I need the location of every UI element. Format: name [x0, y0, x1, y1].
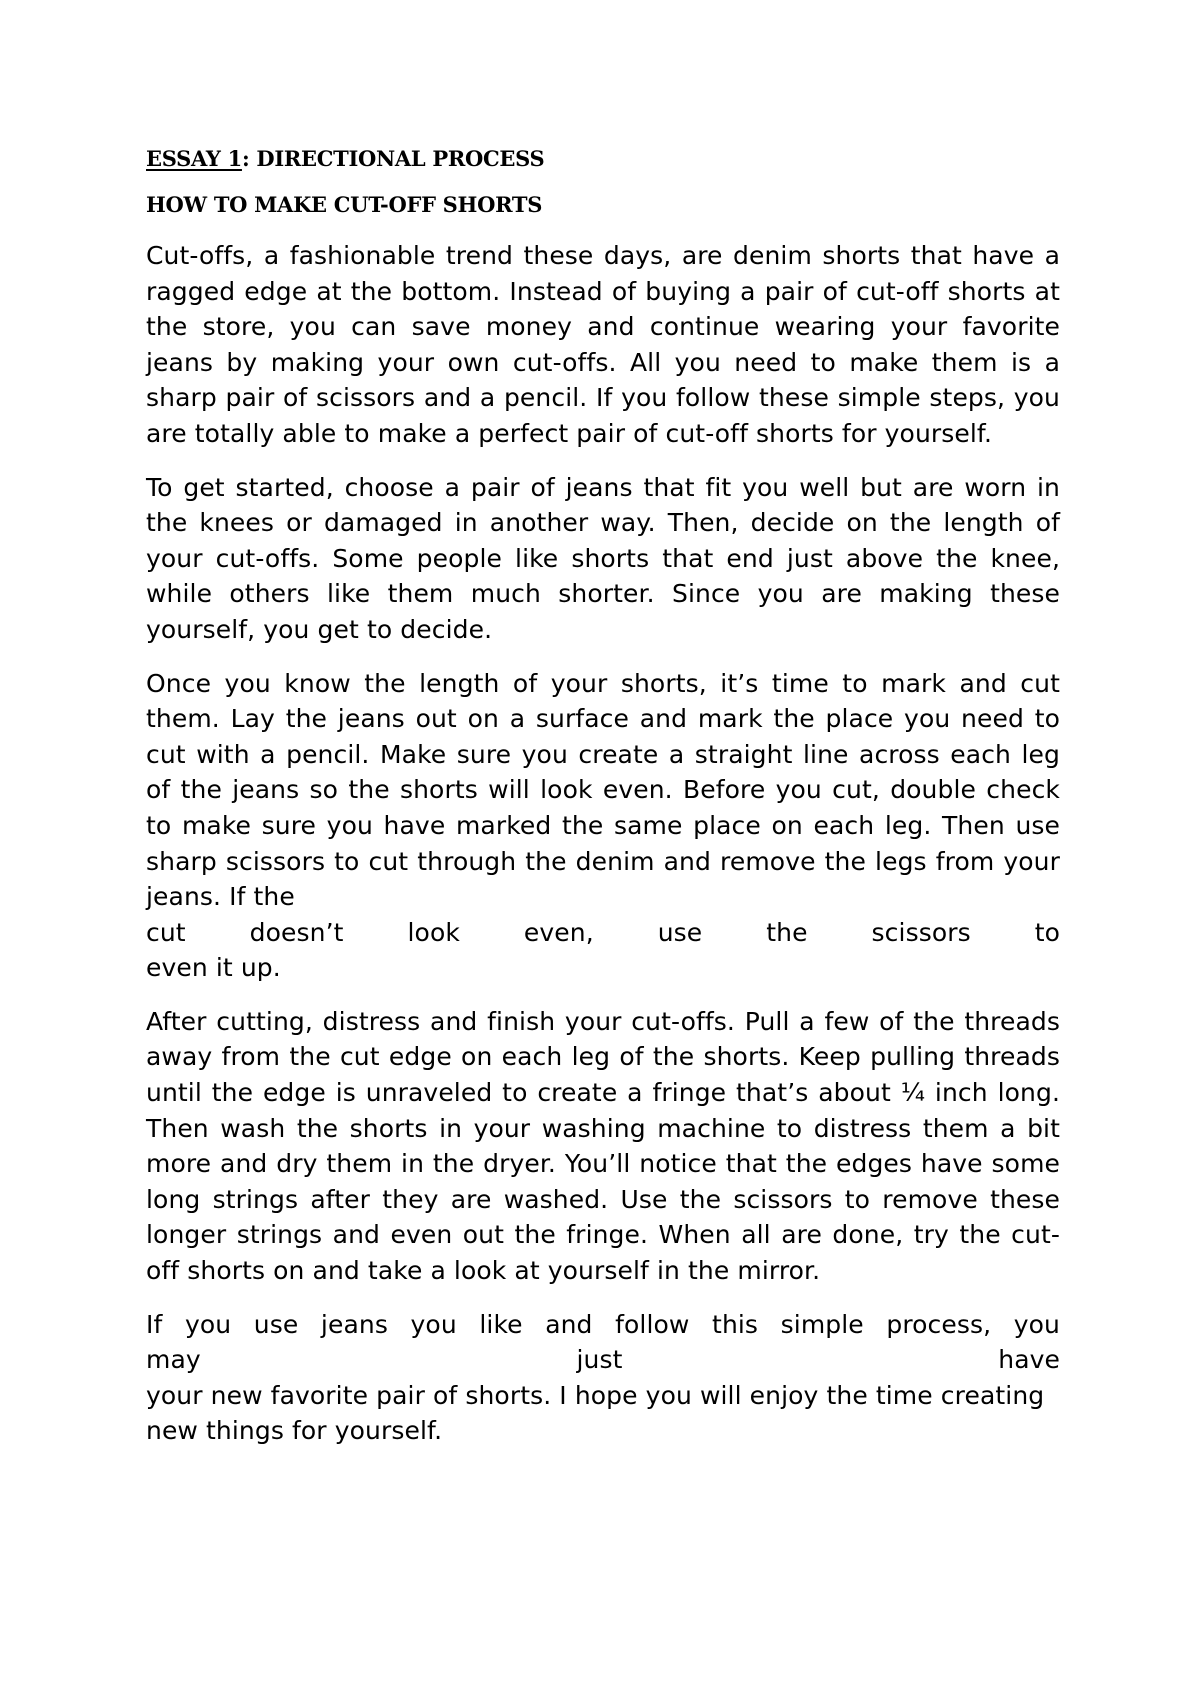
paragraph-distress-finish: After cutting, distress and finish your cut-offs. Pull a few of the threads away from the cut edge on each leg of the shorts. Keep pulling threads until the edge is unraveled to create a fringe that’s about ¼ inch long. Then wash the shorts in your washing machine to distress them a bit more and dry them in the dryer. You’ll notice that the edges have some long strings after they are washed. Use the scissors to remove these longer strings and even out the fringe. When all are done, try the cut-off shorts on and take a look at yourself in the mirror. — [146, 1006, 1060, 1286]
paragraph-conclusion-line-1: If you use jeans you like and follow this simple process, you — [146, 1309, 1060, 1339]
paragraph-conclusion — [146, 1307, 1060, 1449]
essay-type: : DIRECTIONAL PROCESS — [241, 146, 545, 171]
paragraph-mark-and-cut-stretched-line: cut doesn’t look even, use the scissors to — [146, 917, 1060, 947]
essay-body — [146, 146, 1060, 1467]
essay-subtitle: HOW TO MAKE CUT-OFF SHORTS — [146, 192, 543, 217]
paragraph-mark-and-cut-end: even it up. — [146, 953, 281, 983]
essay-title — [146, 146, 1060, 172]
paragraph-mark-and-cut — [146, 666, 1060, 986]
paragraph-getting-started: To get started, choose a pair of jeans that fit you well but are worn in the knees or damaged in another way. Then, decide on the length of your cut-offs. Some people like shorts that end just above the knee, while others like them much shorter. Since you are making these yourself, you get to decide. — [146, 472, 1060, 644]
paragraph-conclusion-stretched-line: may just have — [146, 1345, 1060, 1375]
paragraph-mark-and-cut-main: Once you know the length of your shorts, it’s time to mark and cut them. Lay the jeans out on a surface and mark the place you need to cut with a pencil. Make sure you create a straight line across each leg of the jeans so the shorts will look even. Before you cut, double check to make sure you have marked the same place on each leg. Then use sharp scissors to cut through the denim and remove the legs from your jeans. If the — [146, 668, 1060, 912]
paragraph-intro: Cut-offs, a fashionable trend these days, are denim shorts that have a ragged edge at the bottom. Instead of buying a pair of cut-off shorts at the store, you can save money and continue wearing your favorite jeans by making your own cut-offs. All you need to make them is a sharp pair of scissors and a pencil. If you follow these simple steps, you are totally able to make a perfect pair of cut-off shorts for yourself. — [146, 241, 1060, 448]
paragraph-conclusion-end: your new favorite pair of shorts. I hope you will enjoy the time creating new things for yourself. — [146, 1380, 1045, 1446]
essay-number: ESSAY 1 — [146, 146, 242, 171]
